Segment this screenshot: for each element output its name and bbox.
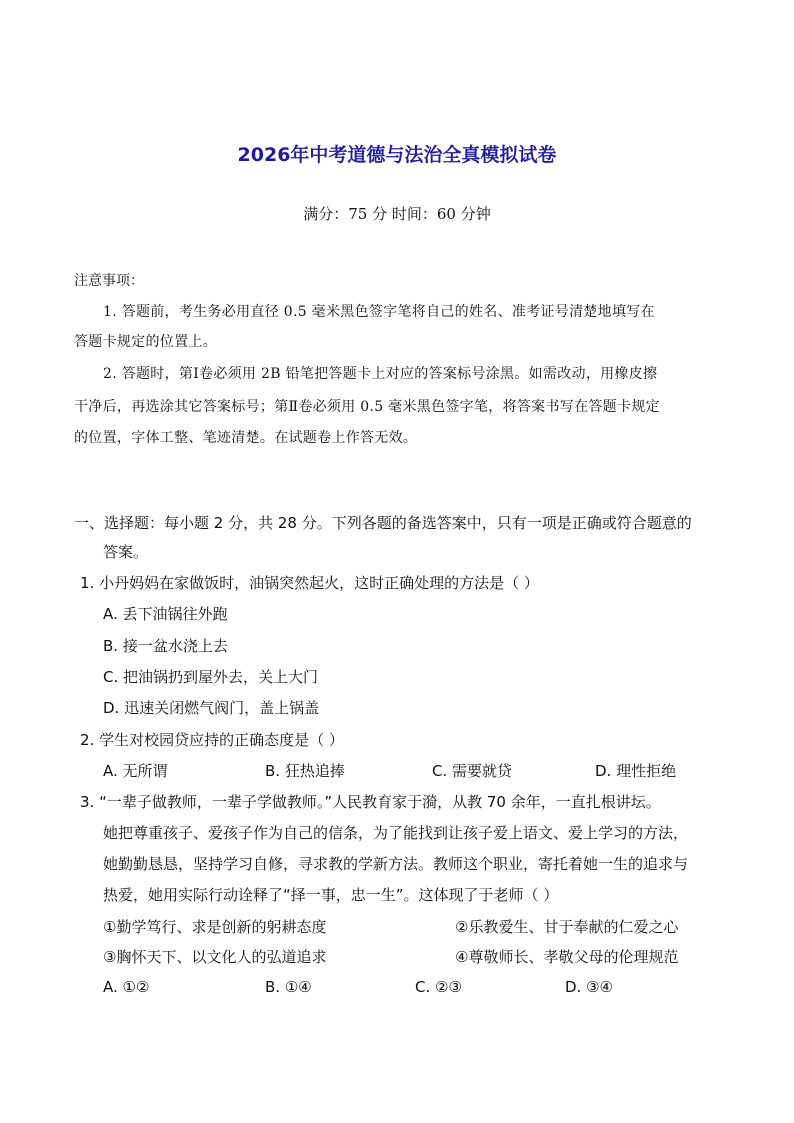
question-3-stem: 3. “一辈子做教师，一辈子学做教师。”人民教育家于漪，从教 70 余年，一直扎根讲坛。	[80, 793, 661, 811]
notice-line: 1. 答题前，考生务必用直径 0.5 毫米黑色签字笔将自己的姓名、准考证号清楚地填写在	[103, 304, 655, 320]
section-heading: 一、选择题：每小题 2 分，共 28 分。下列各题的备选答案中，只有一项是正确或符合题意的	[74, 514, 692, 532]
question-1-option-d: D. 迅速关闭燃气阀门，盖上锅盖	[103, 699, 320, 717]
notice-line: 干净后，再选涂其它答案标号；第Ⅱ卷必须用 0.5 毫米黑色签字笔，将答案书写在答题卡规定	[74, 399, 660, 415]
question-3-statement-4: ④尊敬师长、孝敬父母的伦理规范	[455, 948, 679, 966]
notice-line: 答题卡规定的位置上。	[74, 334, 217, 350]
question-3-stem: 她把尊重孩子、爱孩子作为自己的信条，为了能找到让孩子爱上语文、爱上学习的方法，	[103, 824, 689, 842]
exam-title: 2026年中考道德与法治全真模拟试卷	[237, 144, 557, 166]
question-2-option-d: D. 理性拒绝	[595, 762, 677, 780]
question-2-option-b: B. 狂热追捧	[265, 762, 345, 780]
question-1-stem: 1. 小丹妈妈在家做饭时，油锅突然起火，这时正确处理的方法是（ ）	[80, 574, 539, 592]
question-3-option-d: D. ③④	[565, 978, 613, 996]
question-3-stem: 热爱，她用实际行动诠释了“择一事，忠一生”。这体现了于老师（ ）	[103, 886, 559, 904]
section-heading-cont: 答案。	[103, 543, 149, 561]
question-2-option-c: C. 需要就贷	[432, 762, 513, 780]
notice-line: 2. 答题时，第Ⅰ卷必须用 2B 铅笔把答题卡上对应的答案标号涂黑。如需改动，用橡皮擦	[103, 366, 658, 382]
question-3-option-c: C. ②③	[415, 978, 462, 996]
question-3-stem: 她勤勤恳恳，坚持学习自修，寻求教的学新方法。教师这个职业，寄托着她一生的追求与	[103, 855, 689, 873]
notice-line: 的位置，字体工整、笔迹清楚。在试题卷上作答无效。	[74, 430, 418, 446]
exam-meta: 满分：75 分 时间：60 分钟	[303, 205, 491, 223]
question-3-statement-3: ③胸怀天下、以文化人的弘道追求	[103, 948, 327, 966]
question-1-option-a: A. 丢下油锅往外跑	[103, 605, 228, 623]
question-2-stem: 2. 学生对校园贷应持的正确态度是（ ）	[80, 731, 344, 749]
question-2-option-a: A. 无所谓	[103, 762, 168, 780]
question-3-option-b: B. ①④	[265, 978, 312, 996]
question-1-option-c: C. 把油锅扔到屋外去，关上大门	[103, 668, 319, 686]
notice-heading: 注意事项：	[74, 273, 144, 289]
question-3-statement-1: ①勤学笃行、求是创新的躬耕态度	[103, 918, 327, 936]
question-3-statement-2: ②乐教爱生、甘于奉献的仁爱之心	[455, 918, 679, 936]
question-3-option-a: A. ①②	[103, 978, 150, 996]
question-1-option-b: B. 接一盆水浇上去	[103, 637, 228, 655]
